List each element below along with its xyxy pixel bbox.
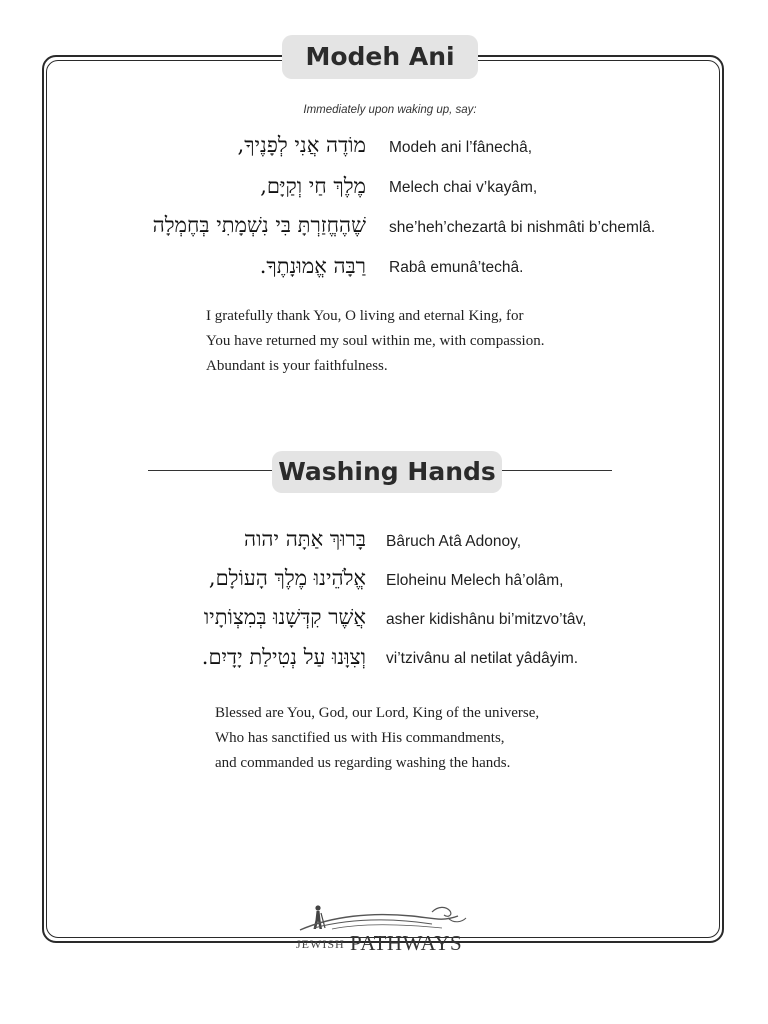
wash-translation: [215, 701, 539, 776]
page-frame-inner: [46, 60, 720, 938]
modeh-hebrew-line-1: מוֹדֶה אֲנִי לְפָנֶיךָ,: [237, 133, 366, 157]
wash-hebrew-line-1: בָּרוּךְ אַתָּה יהוה: [243, 527, 366, 551]
modeh-translation-line-1: I gratefully thank You, O living and eternal King, for: [206, 308, 524, 324]
wash-translation-line-2: Who has sanctified us with His commandments,: [215, 730, 505, 746]
modeh-hebrew-line-4: רַבָּה אֱמוּנָתֶךָ.: [259, 254, 366, 278]
wash-translation-line-1: Blessed are You, God, our Lord, King of the universe,: [215, 705, 540, 721]
modeh-hebrew-line-3: שֶׁהֶחֱזַרְתָּ בִּי נִשְׁמָתִי בְּחֶמְלָה: [152, 213, 366, 237]
modeh-translit-line-2: Melech chai v’kayâm,: [389, 179, 538, 196]
modeh-hebrew-line-2: מֶלֶךְ חַי וְקַיָּם,: [260, 174, 366, 198]
modeh-translation-line-3: Abundant is your faithfulness.: [206, 358, 388, 374]
modeh-translit-line-1: Modeh ani l’fânechâ,: [389, 139, 533, 156]
wash-translit-line-3: asher kidishânu bi’mitzvo’tâv,: [386, 611, 587, 628]
washing-hands-title: Washing Hands: [272, 451, 502, 493]
logo-text-jewish: JEWISH: [296, 937, 345, 951]
jewish-pathways-logo: [292, 902, 472, 956]
modeh-ani-instruction: Immediately upon waking up, say:: [303, 104, 477, 116]
modeh-translit-line-4: Rabâ emunâ’techâ.: [389, 259, 524, 276]
wash-hebrew-line-3: אֲשֶׁר קִדְּשָׁנוּ בְּמִצְוֹתָיו: [203, 605, 366, 629]
modeh-translation: [206, 304, 544, 379]
section-divider-right: [502, 470, 612, 471]
wash-translit-line-2: Eloheinu Melech hâ’olâm,: [386, 572, 564, 589]
modeh-ani-title: Modeh Ani: [282, 35, 478, 79]
logo-text-pathways: PATHWAYS: [350, 931, 463, 955]
wash-translit-line-1: Bâruch Atâ Adonoy,: [386, 533, 522, 550]
wash-hebrew-line-2: אֱלֹהֵינוּ מֶלֶךְ הָעוֹלָם,: [208, 566, 366, 590]
wash-translation-line-3: and commanded us regarding washing the hands.: [215, 755, 511, 771]
modeh-translation-line-2: You have returned my soul within me, with compassion.: [206, 333, 545, 349]
modeh-translit-line-3: she’heh’chezartâ bi nishmâti b’chemlâ.: [389, 219, 656, 236]
section-divider-left: [148, 470, 272, 471]
wash-translit-line-4: vi’tzivânu al netilat yâdâyim.: [386, 650, 579, 667]
wash-hebrew-line-4: וְצִוָּנוּ עַל נְטִילַת יָדָיִם.: [201, 645, 366, 669]
